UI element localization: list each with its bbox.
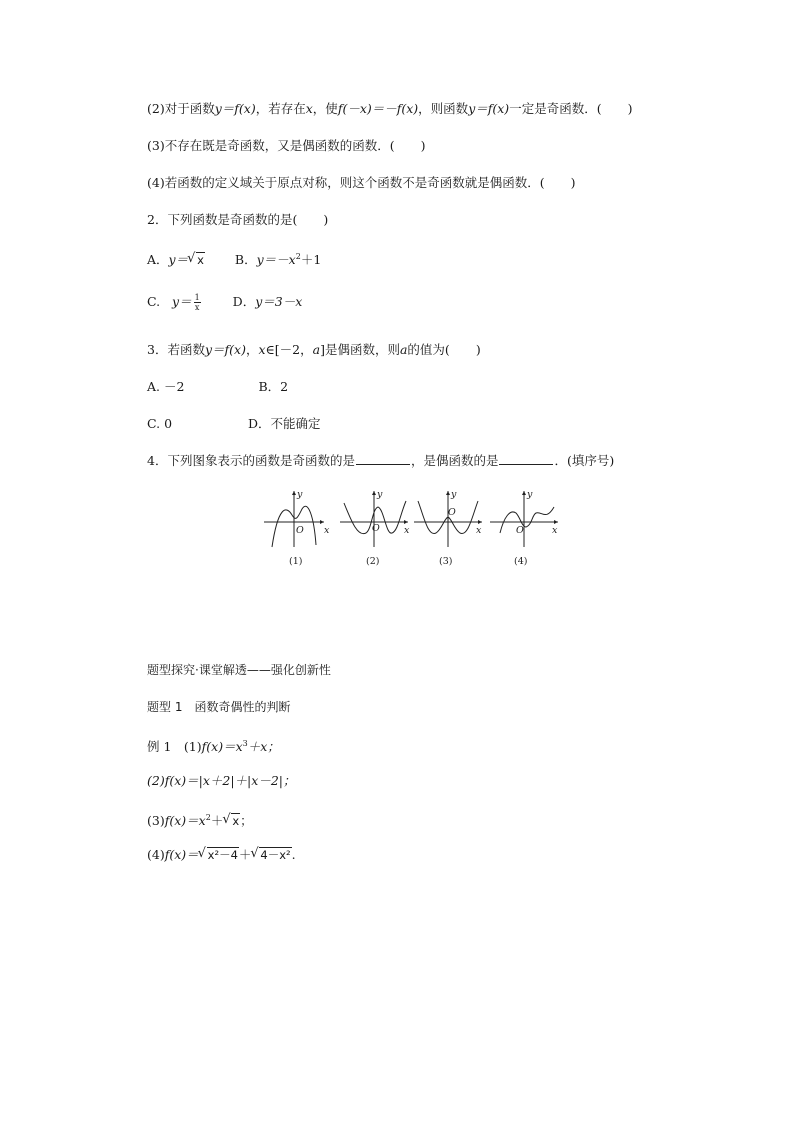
graph-3-y-arrow bbox=[446, 491, 450, 495]
q1-item2-eq2: y＝f(x) bbox=[468, 101, 510, 116]
q2-option-a-label: A． bbox=[147, 252, 169, 268]
q2-options-ab bbox=[147, 249, 321, 268]
graph-3-caption: (3) bbox=[439, 556, 453, 567]
q1-item2-mid2: ，使 bbox=[312, 101, 338, 116]
q4-stem-a: 4．下列图象表示的函数是奇函数的是 bbox=[147, 453, 355, 468]
example-3-radicand: x bbox=[232, 814, 240, 829]
graph-1-y-arrow bbox=[292, 491, 296, 495]
q2-option-a-sqrt bbox=[188, 252, 205, 268]
q3-stem-d: ]是偶函数，则 bbox=[320, 342, 400, 357]
graph-3-y-label: y bbox=[451, 489, 457, 500]
q1-item2-pre: (2)对于函数 bbox=[147, 101, 215, 116]
q3-stem bbox=[147, 342, 481, 358]
graph-4-y-label: y bbox=[527, 489, 533, 500]
example-1-expr: (x)＝x bbox=[206, 739, 243, 755]
q2-option-c-den: x bbox=[194, 303, 200, 312]
q3-option-c: C. 0 bbox=[147, 416, 173, 431]
q3-stem-a2: a bbox=[399, 342, 408, 357]
q2-option-a-radicand: x bbox=[197, 253, 204, 268]
example-1-item3 bbox=[147, 810, 253, 829]
graph-4-caption: (4) bbox=[514, 556, 528, 567]
graph-2-y-label: y bbox=[377, 489, 383, 500]
q2-option-c-y: y＝ bbox=[172, 294, 192, 309]
example-1-item2 bbox=[147, 773, 296, 789]
graph-1-y-label: y bbox=[297, 489, 303, 500]
q1-item4 bbox=[147, 175, 575, 191]
q2-option-c-fraction bbox=[194, 293, 201, 312]
example-4-radicand1: x²－4 bbox=[207, 848, 238, 862]
q1-item3 bbox=[147, 138, 425, 154]
q3-stem-b: ， bbox=[245, 342, 259, 357]
q2-option-a-y: y＝ bbox=[168, 252, 189, 268]
q2-option-c-label: C. bbox=[147, 294, 161, 309]
section-title: 题型探究·课堂解透——强化创新性 bbox=[147, 663, 331, 677]
q4-blank-even bbox=[499, 453, 553, 465]
example-4-radicand2: 4－x² bbox=[260, 848, 291, 862]
example-3-label: (3) bbox=[147, 813, 165, 829]
example-1-tail: ＋x； bbox=[247, 739, 280, 755]
graph-4-x-label: x bbox=[552, 525, 558, 536]
q3-stem-fx: y＝f(x) bbox=[204, 342, 246, 357]
example-3-f: f bbox=[164, 813, 170, 829]
q1-item2-eq: y＝f(x) bbox=[214, 101, 256, 116]
q3-options-cd bbox=[147, 416, 321, 432]
graph-2 bbox=[340, 491, 408, 547]
graph-1-x-label: x bbox=[324, 525, 330, 536]
example-3-expr: (x)＝x bbox=[169, 813, 206, 829]
example-1-item1 bbox=[147, 736, 280, 755]
q1-item2-x: x bbox=[305, 101, 313, 116]
example-4-sqrt2 bbox=[251, 847, 291, 863]
q3-option-d: D．不能确定 bbox=[248, 416, 321, 431]
q3-stem-c: ∈[－2， bbox=[265, 342, 313, 357]
graph-2-origin: O bbox=[372, 523, 380, 534]
q2-options-cd bbox=[147, 293, 302, 312]
graph-3-origin: O bbox=[448, 507, 456, 518]
q3-stem-e: 的值为( bbox=[407, 342, 450, 357]
q1-item2-cond: f(－x)＝－f(x) bbox=[337, 101, 419, 116]
graph-2-x-arrow bbox=[404, 520, 408, 524]
graph-2-caption: (2) bbox=[366, 556, 380, 567]
q4-stem bbox=[147, 453, 614, 469]
q3-stem-a: 3．若函数 bbox=[147, 342, 205, 357]
q2-option-b-expr: y＝－x bbox=[256, 252, 296, 268]
example-3-sqrt bbox=[223, 813, 240, 829]
q3-stem-x: x bbox=[258, 342, 266, 357]
q3-option-a: A. －2 bbox=[147, 379, 185, 394]
example-1-exp: 3 bbox=[242, 739, 248, 748]
example-1-f: f bbox=[201, 739, 207, 755]
q3-stem-close: ) bbox=[475, 342, 481, 357]
example-3-plus: ＋ bbox=[210, 813, 224, 829]
q1-item2-post: 一定是奇函数．( bbox=[509, 101, 602, 116]
q2-option-d-label: D． bbox=[232, 294, 256, 309]
q2-option-d-expr: y＝3－x bbox=[255, 294, 303, 309]
example-4-expr: (x)＝ bbox=[169, 847, 199, 862]
q3-option-b: B．2 bbox=[258, 379, 289, 394]
graph-1-x-arrow bbox=[320, 520, 324, 524]
example-4-plus: ＋ bbox=[238, 847, 252, 862]
graph-4-origin: O bbox=[516, 525, 524, 536]
example-4-sqrt1 bbox=[199, 847, 239, 863]
q1-item4-close: ) bbox=[570, 175, 576, 190]
example-4-label: (4) bbox=[147, 847, 165, 862]
example-3-exp: 2 bbox=[205, 813, 211, 822]
graph-2-x-label: x bbox=[404, 525, 410, 536]
q3-stem-a-var: a bbox=[312, 342, 321, 357]
example-1-label: 例 1 (1) bbox=[147, 739, 202, 755]
graph-1-origin: O bbox=[296, 525, 304, 536]
q2-option-b-tail: ＋1 bbox=[300, 252, 322, 268]
graph-4 bbox=[490, 491, 558, 547]
graph-2-y-arrow bbox=[372, 491, 376, 495]
q4-blank-odd bbox=[356, 453, 410, 465]
q2-stem-text: 2．下列函数是奇函数的是( bbox=[147, 212, 298, 227]
example-3-tail: ； bbox=[240, 813, 253, 829]
graph-1-caption: (1) bbox=[289, 556, 303, 567]
example-2-expr: (2)f(x)＝|x＋2|＋|x－2|； bbox=[147, 773, 296, 788]
q1-item2-mid3: ，则函数 bbox=[418, 101, 469, 116]
q1-item3-text: (3)不存在既是奇函数，又是偶函数的函数．( bbox=[147, 138, 395, 153]
graph-1 bbox=[264, 491, 324, 547]
graph-3-x-label: x bbox=[476, 525, 482, 536]
graph-4-x-arrow bbox=[554, 520, 558, 524]
q2-stem bbox=[147, 212, 328, 228]
example-1-item4 bbox=[147, 847, 296, 863]
q4-stem-c: ．(填序号) bbox=[554, 453, 615, 468]
example-4-f: f bbox=[164, 847, 170, 862]
q1-item2-mid1: ，若存在 bbox=[255, 101, 306, 116]
example-4-tail: . bbox=[291, 847, 296, 862]
graph-3-x-arrow bbox=[478, 520, 482, 524]
q1-item3-close: ) bbox=[420, 138, 426, 153]
type-label: 题型 1 函数奇偶性的判断 bbox=[147, 700, 291, 714]
q2-option-b-label: B． bbox=[234, 252, 257, 268]
q2-stem-close: ) bbox=[323, 212, 329, 227]
q2-option-c-num: 1 bbox=[194, 293, 200, 302]
q1-item2-close: ) bbox=[627, 101, 633, 116]
graph-4-y-arrow bbox=[522, 491, 526, 495]
q4-stem-b: ，是偶函数的是 bbox=[410, 453, 499, 468]
q1-item2 bbox=[147, 101, 632, 117]
q3-options-ab bbox=[147, 379, 288, 395]
q4-graphs bbox=[262, 487, 562, 573]
q1-item4-text: (4)若函数的定义域关于原点对称，则这个函数不是奇函数就是偶函数．( bbox=[147, 175, 545, 190]
q2-option-b-exp: 2 bbox=[295, 252, 301, 261]
graph-4-curve bbox=[500, 507, 554, 533]
graph-3 bbox=[414, 491, 482, 547]
